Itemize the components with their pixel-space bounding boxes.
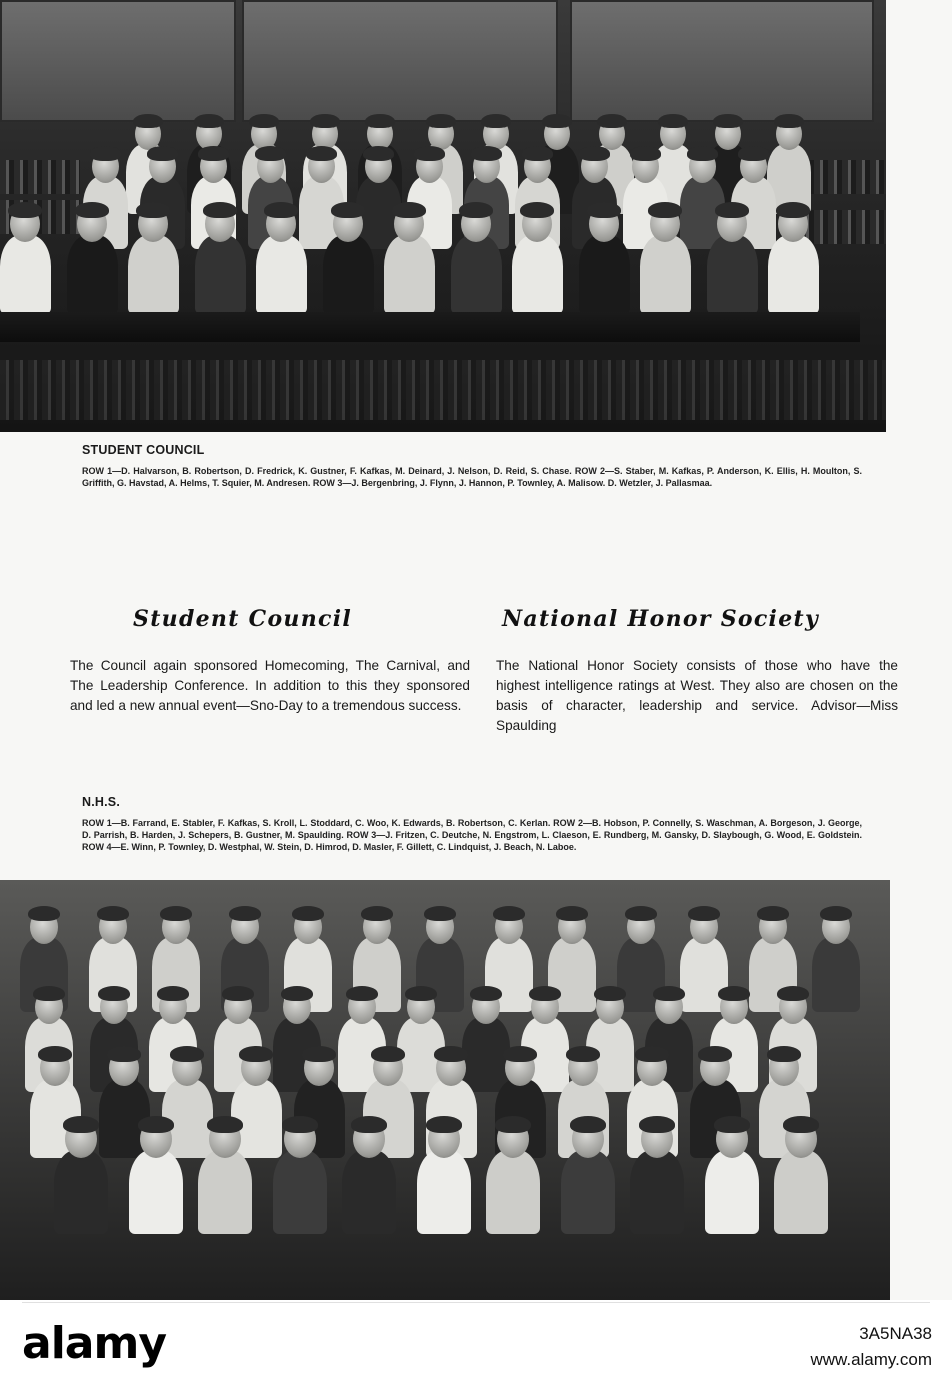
person-hair — [306, 146, 337, 161]
person-body — [640, 235, 691, 314]
person-body — [486, 1150, 540, 1234]
person-hair — [757, 906, 789, 921]
person-hair — [133, 114, 163, 128]
mural-center — [242, 0, 558, 122]
person-hair — [371, 1046, 405, 1062]
person-hair — [470, 986, 502, 1001]
nhs-caption — [82, 795, 862, 853]
person-hair — [346, 986, 378, 1001]
person-hair — [90, 146, 121, 161]
person-body — [128, 235, 179, 314]
person-hair — [493, 906, 525, 921]
bookshelf — [800, 210, 886, 244]
person-body — [451, 235, 502, 314]
person-hair — [310, 114, 340, 128]
table — [0, 312, 860, 342]
person-hair — [170, 1046, 204, 1062]
person-hair — [207, 1116, 243, 1133]
person-hair — [292, 906, 324, 921]
person-hair — [203, 202, 237, 218]
person-hair — [434, 1046, 468, 1062]
person-hair — [459, 202, 493, 218]
person-hair — [495, 1116, 531, 1133]
person-body — [129, 1150, 183, 1234]
person-hair — [522, 146, 553, 161]
person-body — [256, 235, 307, 314]
person-hair — [138, 1116, 174, 1133]
person-hair — [264, 202, 298, 218]
person-hair — [688, 906, 720, 921]
person-hair — [648, 202, 682, 218]
student-council-body: The Council again sponsored Homecoming, The Carnival, and The Leadership Conference. In addition to this they sponsored and led a new annual event—Sno-Day to a tremendous success. — [70, 658, 470, 713]
person-hair — [529, 986, 561, 1001]
person-body — [384, 235, 435, 314]
person-hair — [194, 114, 224, 128]
person-hair — [255, 146, 286, 161]
mural-right — [570, 0, 874, 122]
person-hair — [33, 986, 65, 1001]
table-legs — [0, 360, 886, 420]
nhs-heading: National Honor Society — [502, 606, 820, 632]
person-hair — [363, 146, 394, 161]
person-hair — [698, 1046, 732, 1062]
person-body — [512, 235, 563, 314]
person-hair — [157, 986, 189, 1001]
person-hair — [28, 906, 60, 921]
person-hair — [302, 1046, 336, 1062]
person-hair — [481, 114, 511, 128]
person-body — [323, 235, 374, 314]
mural-left — [0, 0, 236, 122]
person-body — [273, 1150, 327, 1234]
caption-rows: ROW 1—B. Farrand, E. Stabler, F. Kafkas, S. Kroll, L. Stoddard, C. Woo, K. Edwards, B. Robertson, C. Kerlan. ROW 2—B. Hobson, P. Connelly, S. Waschman, A. Borgeson, J. George, D. Parrish, B. Harden, J. Schepers, B. Gustner, M. Spaulding. ROW 3—J. Fritzen, C. Deutche, N. Engstrom, L. Claeson, E. Rundberg, M. Gansky, D. Slaybough, G. Wood, E. Goldstein. ROW 4—E. Winn, P. Townley, D. Westphal, W. Stein, D. Himrod, D. Masler, F. Gillett, C. Lindquist, J. Beach, N. Laboe. — [82, 818, 862, 852]
person-body — [812, 937, 860, 1012]
person-hair — [63, 1116, 99, 1133]
person-hair — [715, 202, 749, 218]
person-hair — [331, 202, 365, 218]
person-hair — [361, 906, 393, 921]
person-hair — [820, 906, 852, 921]
person-hair — [542, 114, 572, 128]
person-body — [705, 1150, 759, 1234]
person-hair — [597, 114, 627, 128]
person-hair — [471, 146, 502, 161]
person-hair — [556, 906, 588, 921]
person-body — [342, 1150, 396, 1234]
person-hair — [98, 986, 130, 1001]
person-body — [67, 235, 118, 314]
person-hair — [777, 986, 809, 1001]
site-url[interactable]: www.alamy.com — [810, 1350, 932, 1369]
nhs-photo — [0, 880, 890, 1300]
person-hair — [97, 906, 129, 921]
person-hair — [160, 906, 192, 921]
person-hair — [776, 202, 810, 218]
student-council-photo — [0, 0, 886, 432]
person-hair — [392, 202, 426, 218]
person-hair — [365, 114, 395, 128]
person-hair — [8, 202, 42, 218]
person-hair — [198, 146, 229, 161]
image-id: 3A5NA38 — [859, 1324, 932, 1343]
person-hair — [424, 906, 456, 921]
person-hair — [249, 114, 279, 128]
person-hair — [414, 146, 445, 161]
person-hair — [282, 1116, 318, 1133]
student-council-caption — [82, 443, 862, 489]
person-hair — [147, 146, 178, 161]
person-body — [561, 1150, 615, 1234]
person-hair — [405, 986, 437, 1001]
person-hair — [570, 1116, 606, 1133]
person-hair — [107, 1046, 141, 1062]
person-hair — [579, 146, 610, 161]
person-hair — [630, 146, 661, 161]
person-hair — [520, 202, 554, 218]
person-hair — [639, 1116, 675, 1133]
person-hair — [351, 1116, 387, 1133]
person-hair — [658, 114, 688, 128]
bookshelf — [0, 160, 80, 194]
caption-title: STUDENT COUNCIL — [82, 443, 205, 457]
person-hair — [229, 906, 261, 921]
person-hair — [625, 906, 657, 921]
person-hair — [426, 1116, 462, 1133]
brand-logo[interactable]: alamy — [22, 1318, 166, 1369]
person-hair — [594, 986, 626, 1001]
person-hair — [136, 202, 170, 218]
person-hair — [75, 202, 109, 218]
person-hair — [38, 1046, 72, 1062]
person-body — [54, 1150, 108, 1234]
person-hair — [714, 1116, 750, 1133]
person-hair — [635, 1046, 669, 1062]
person-body — [417, 1150, 471, 1234]
person-hair — [587, 202, 621, 218]
person-hair — [222, 986, 254, 1001]
person-hair — [653, 986, 685, 1001]
person-body — [707, 235, 758, 314]
caption-title: N.H.S. — [82, 795, 121, 809]
bookshelf — [800, 160, 886, 194]
person-body — [579, 235, 630, 314]
person-hair — [239, 1046, 273, 1062]
person-hair — [783, 1116, 819, 1133]
person-hair — [767, 1046, 801, 1062]
person-hair — [738, 146, 769, 161]
divider — [22, 1302, 930, 1303]
person-body — [774, 1150, 828, 1234]
nhs-body: The National Honor Society consists of those who have the highest intelligence ratings at West. They also are chosen on the basis of character, leadership and service. Advisor—Miss Spaulding — [496, 658, 898, 733]
person-hair — [687, 146, 718, 161]
person-body — [768, 235, 819, 314]
caption-rows: ROW 1—D. Halvarson, B. Robertson, D. Fredrick, K. Gustner, F. Kafkas, M. Deinard, J. Nelson, D. Reid, S. Chase. ROW 2—S. Staber, M. Kafkas, P. Anderson, K. Ellis, H. Moulton, S. Griffith, G. Havstad, A. Helms, T. Squier, M. Andresen. ROW 3—J. Bergenbring, J. Flynn, J. Hannon, P. Townley, A. Malisow. D. Wetzler, J. Pallasmaa. — [82, 466, 862, 488]
person-hair — [503, 1046, 537, 1062]
person-body — [0, 235, 51, 314]
person-hair — [774, 114, 804, 128]
person-body — [195, 235, 246, 314]
person-hair — [718, 986, 750, 1001]
person-body — [198, 1150, 252, 1234]
person-body — [630, 1150, 684, 1234]
person-hair — [281, 986, 313, 1001]
person-hair — [713, 114, 743, 128]
student-council-heading: Student Council — [133, 606, 353, 632]
person-hair — [426, 114, 456, 128]
person-hair — [566, 1046, 600, 1062]
